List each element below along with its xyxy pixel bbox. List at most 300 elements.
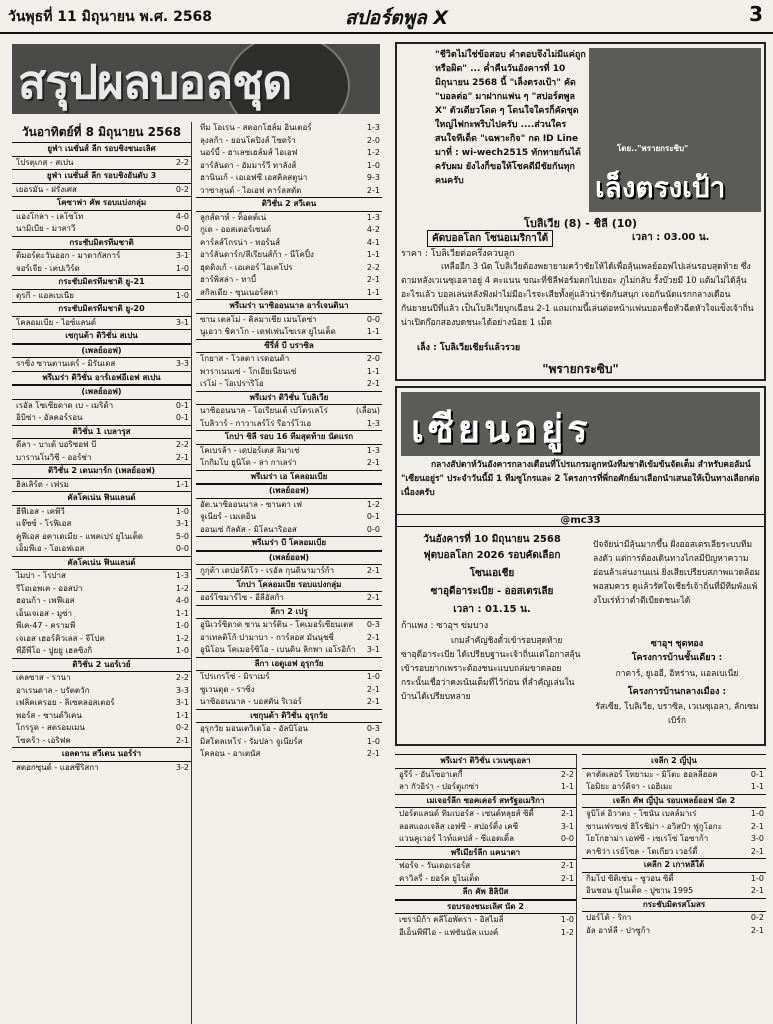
match-result-row bbox=[12, 263, 191, 276]
match-result-row bbox=[582, 873, 766, 886]
match-result-row bbox=[12, 620, 191, 633]
match-teams: กิมโป ซิติเซ่น - ซูวอน ซิตี้ bbox=[586, 873, 674, 883]
match-score: 1-3 bbox=[366, 418, 380, 428]
match-result-row bbox=[12, 452, 191, 465]
match-teams: ติมอร์ตะวันออก - มาดากัสการ์ bbox=[16, 251, 121, 260]
match-score: 0-0 bbox=[175, 544, 189, 553]
league-heading: พรีเมร่า ดิวิชั่น โบลิเวีย bbox=[196, 391, 382, 406]
sian-yoo-box bbox=[395, 386, 766, 746]
match-teams: ไมปา - โรปาส bbox=[16, 571, 66, 580]
match-result-row bbox=[582, 769, 766, 782]
match-score: 2-0 bbox=[366, 135, 380, 145]
match-score: 2-1 bbox=[560, 809, 574, 818]
match-teams: อาเทลติโก้ ปามาบา - การ์ลอส มันนุชชี่ bbox=[200, 632, 334, 642]
match-score: 5-0 bbox=[175, 531, 189, 541]
match-score: 1-0 bbox=[175, 290, 189, 300]
match-score: 1-1 bbox=[175, 608, 189, 618]
league-heading: พรีเมร่า นาซิออนนาล อาร์เจนตินา bbox=[196, 299, 382, 314]
match-score: 2-1 bbox=[560, 861, 574, 870]
match-teams: เซรามิก้า คลีโอพัตรา - อิสไมลี่ bbox=[399, 915, 504, 924]
match-score: 1-0 bbox=[560, 915, 574, 924]
match-score: 2-1 bbox=[366, 458, 380, 467]
match-result-row bbox=[12, 358, 191, 371]
match-score: 2-1 bbox=[175, 735, 189, 745]
league-heading: เซกุนด้า ดิวิชั่น อุรุกวัย bbox=[196, 709, 382, 724]
match-result-row bbox=[196, 185, 382, 198]
match-result-row bbox=[196, 249, 382, 262]
issue-date: วันพุธที่ 11 มิถุนายน พ.ศ. 2568 bbox=[8, 9, 213, 25]
match-teams: อัล อาห์ลี - ปาซูก้า bbox=[586, 925, 651, 935]
match-teams: ฮีฟีเอส - เคพีวี bbox=[16, 506, 65, 516]
match-score: 1-2 bbox=[366, 148, 380, 157]
match-teams: ฮอนก้า - เพฟีเอส bbox=[16, 596, 75, 605]
match-result-row bbox=[395, 808, 576, 821]
match-score: 1-1 bbox=[366, 250, 380, 259]
sian-project-1-label: โครงการบ้านชั้นเดียว : bbox=[631, 653, 723, 663]
league-heading: พรีเมร่า บี โคลอมเบีย bbox=[196, 536, 382, 551]
header-rule bbox=[0, 32, 773, 34]
match-teams: โคลอน - อาเตนัส bbox=[200, 749, 261, 758]
match-teams: อินชอน ยูไนเต็ด - ปูซาน 1995 bbox=[586, 886, 694, 895]
match-teams: เรโม่ - โอเปราริโอ bbox=[200, 379, 264, 388]
match-teams: เฟลิคเครอย - ลิเซคลอสเตอร์ bbox=[16, 698, 115, 707]
match-teams: คาชิว่า เรย์โซล - โตเกียว เวอร์ดี้ bbox=[586, 846, 698, 856]
match-score: 2-2 bbox=[175, 673, 189, 682]
match-score: 1-3 bbox=[366, 445, 380, 455]
match-teams: จอร์เจีย - เคปเวิร์ด bbox=[16, 263, 80, 273]
match-teams: นูเอวา ชิคาโก - เดฟเฟนโซเรส ยูไนเต็ด bbox=[200, 327, 336, 336]
match-score: 4-2 bbox=[366, 225, 380, 234]
sian-price: ก้าแพง : ซาอุฯ ข่มบาง bbox=[401, 621, 489, 631]
match-score: 1-1 bbox=[366, 287, 380, 297]
match-result-row bbox=[196, 172, 382, 185]
sian-time: เวลา : 01.15 น. bbox=[453, 604, 531, 615]
match-score: 9-3 bbox=[366, 173, 380, 182]
match-score: 2-2 bbox=[366, 262, 380, 272]
sian-project-2: รัสเซีย, โบลิเวีย, บราซิล, เวเนซุเอลา, ลักเซมเบิร์ก bbox=[595, 702, 759, 726]
match-teams: ฮาร์พิสล่า - ทาบี้ bbox=[200, 275, 257, 284]
match-score: 2-1 bbox=[366, 632, 380, 642]
league-heading: พรีเมร่า ดิวิชั่น เวเนซุเอลา bbox=[395, 754, 576, 769]
match-result-row bbox=[196, 326, 382, 339]
match-result-row bbox=[196, 287, 382, 300]
match-teams: ฟอร์จ - วันเดอเรอร์ส bbox=[399, 861, 471, 870]
match-result-row bbox=[196, 353, 382, 366]
match-teams: โปรเกรโซ่ - มิราเมร์ bbox=[200, 672, 270, 681]
match-score: 1-0 bbox=[366, 160, 380, 170]
league-heading: ลีก คัพ ฮิลิปัส bbox=[395, 885, 576, 900]
match-result-row bbox=[196, 224, 382, 237]
match-result-row bbox=[12, 518, 191, 531]
match-score: 1-1 bbox=[560, 782, 574, 791]
league-heading: พรีเมร่า เอ โคลอมเบีย bbox=[196, 470, 382, 485]
match-score: 3-1 bbox=[175, 698, 189, 707]
sian-logo: เซียนอยู่ร bbox=[411, 407, 592, 451]
match-score: 2-1 bbox=[366, 185, 380, 195]
match-result-row bbox=[12, 710, 191, 723]
league-heading: ยูฟ่า เนชั่นส์ ลีก รอบชิงอันดับ 3 bbox=[12, 169, 191, 184]
match-result-row bbox=[196, 457, 382, 470]
match-score: 2-1 bbox=[366, 566, 380, 575]
match-score: 4-0 bbox=[175, 211, 189, 221]
match-score: 1-3 bbox=[366, 123, 380, 132]
match-teams: คาวิลรี่ - ยอร์ค ยูไนเต็ด bbox=[399, 873, 480, 883]
match-score: 2-1 bbox=[366, 593, 380, 602]
sian-zone: โซนเอเชีย bbox=[469, 568, 515, 579]
match-result-row bbox=[196, 619, 382, 632]
sian-date: วันอังคารที่ 10 มิถุนายน 2568 bbox=[423, 534, 561, 545]
match-teams: อูนิโอน โคเมอร์ซิโอ - เบนดิน ลิกพา เอโรอิก้า bbox=[200, 645, 356, 654]
league-heading: โกปา โคลอมเบีย รอบแบ่งกลุ่ม bbox=[196, 578, 382, 593]
results-date-heading: วันอาทิตย์ที่ 8 มิถุนายน 2568 bbox=[21, 125, 182, 139]
match-result-row bbox=[582, 885, 766, 898]
league-heading: คัลโคเน่น ฟินแลนด์ bbox=[12, 491, 191, 506]
match-score: 0-2 bbox=[750, 913, 764, 922]
match-score: 0-1 bbox=[366, 512, 380, 521]
column-time: เวลา : 03.00 น. bbox=[632, 232, 710, 243]
league-heading: ยูฟ่า เนชั่นส์ ลีก รอบชิงชนะเลิศ bbox=[12, 142, 191, 157]
match-score: 3-0 bbox=[750, 834, 764, 843]
sian-banner bbox=[401, 392, 760, 456]
match-score: 2-1 bbox=[750, 886, 764, 895]
match-score: 2-1 bbox=[560, 873, 574, 883]
sian-match: ซาอุดีอาระเบีย - ออสเตรเลีย bbox=[430, 586, 554, 597]
match-score: 1-1 bbox=[175, 479, 189, 489]
match-score: 0-0 bbox=[366, 524, 380, 534]
match-result-row bbox=[196, 511, 382, 524]
match-teams: โกรรูด - สตรอมเมน bbox=[16, 723, 85, 732]
match-result-row bbox=[12, 762, 191, 775]
match-teams: อิบิซ่า - อัลคอร์รอน bbox=[16, 413, 83, 422]
match-score: 1-0 bbox=[175, 646, 189, 655]
match-result-row bbox=[12, 595, 191, 608]
league-heading: เคลีก 2 เกาหลีใต้ bbox=[582, 858, 766, 873]
match-teams: ฮิลเลิร์ด - เฟรม bbox=[16, 479, 69, 489]
match-result-row bbox=[582, 833, 766, 846]
match-teams: พีเค-47 - ครามพี bbox=[16, 621, 76, 630]
match-score: 1-2 bbox=[366, 499, 380, 509]
match-teams: ลา กัวอิร่า - ปอร์ตูเกซ่า bbox=[399, 782, 479, 791]
match-teams: เอ็มพีเอ - โอเอฟเอส bbox=[16, 544, 85, 553]
league-heading: เซกุนด้า ดิวิชั่น สเปน bbox=[12, 329, 191, 344]
match-score: 2-0 bbox=[366, 354, 380, 363]
match-teams: ราซิ่ง ซานตานเดร์ - มิรันเดส bbox=[16, 359, 116, 368]
match-teams: เอ็นเจเอส - มูซ่า bbox=[16, 608, 73, 618]
match-result-row bbox=[196, 262, 382, 275]
sian-handle: @mc33 bbox=[397, 514, 764, 527]
match-result-row bbox=[12, 250, 191, 263]
match-teams: ออร์โซมาร์ไซ - อีลีอัสก้า bbox=[200, 593, 284, 602]
league-heading: โคซาฟา คัพ รอบแบ่งกลุ่ม bbox=[12, 196, 191, 211]
league-heading: พรีเมียร์ลีก แคนาดา bbox=[395, 846, 576, 861]
match-result-row bbox=[12, 317, 191, 330]
column-match: โบลิเวีย (8) - ชิลี (10) bbox=[523, 217, 638, 230]
sian-pick: ซาอุฯ ชุดทอง bbox=[650, 639, 704, 649]
match-score: 1-2 bbox=[175, 583, 189, 593]
match-result-row bbox=[196, 212, 382, 225]
league-heading: (เพลย์ออฟ) bbox=[12, 344, 191, 359]
match-teams: ฮุดดิงเก้ - เอเคอร์ ไอเคโปร bbox=[200, 262, 293, 272]
match-score: 1-0 bbox=[366, 736, 380, 746]
match-teams: เรอัล โซเซียดาด เบ - เมริด้า bbox=[16, 400, 114, 410]
match-result-row bbox=[395, 860, 576, 873]
match-teams: โคลอมเบีย - ไอซ์แลนด์ bbox=[16, 317, 97, 327]
match-teams: อาร์ลันดา - อัมมาร์วี ทาลังส์ bbox=[200, 160, 297, 170]
sian-body: เกมลำคัญชิงตั๋วเข้ารอบสุดท้าย ซาอุดีอาระเบีย ได้เปรียบฐานะเจ้าถิ่นแต่โอกาสลุ้นเข้ารอบยากเพราะต้องชนะแบบถล่มขาดลอย กระนั้นเชื่อว่าคงเน้นเต็มที่ไว้ก่อน ที่ลำคัญเล่นในบ้านได้เปรียบหลาย bbox=[401, 636, 581, 702]
match-result-row bbox=[12, 223, 191, 236]
match-result-row bbox=[395, 769, 576, 782]
match-score: 3-1 bbox=[560, 821, 574, 831]
match-score: 0-1 bbox=[750, 769, 764, 779]
sian-project-2-label: โครงการบ้านกลางเมือง : bbox=[627, 687, 727, 697]
match-score: 2-1 bbox=[366, 275, 380, 284]
match-score: 0-0 bbox=[366, 314, 380, 324]
league-heading: (เพลย์ออฟ) bbox=[12, 385, 191, 400]
match-teams: โกยาส - โวลตา เรดอนด้า bbox=[200, 354, 290, 363]
league-heading: ลีกา 2 เปรู bbox=[196, 605, 382, 620]
match-teams: เคลซาส - รานา bbox=[16, 673, 71, 682]
match-teams: ซาน เตลโม่ - คิลมาเชีย เมนโดซ่า bbox=[200, 314, 317, 324]
match-score: 0-0 bbox=[560, 834, 574, 843]
league-heading: เจลีก 2 ญี่ปุ่น bbox=[582, 754, 766, 769]
match-result-row bbox=[12, 157, 191, 170]
match-result-row bbox=[12, 645, 191, 658]
match-teams: ดีลา - บาเต้ บอริซอฟ บี bbox=[16, 440, 97, 449]
match-result-row bbox=[196, 644, 382, 657]
match-result-row bbox=[196, 160, 382, 173]
league-heading: ดิวิชั่น 1 เบลารุส bbox=[12, 425, 191, 440]
match-result-row bbox=[395, 914, 576, 927]
leng-trong-pao-box bbox=[395, 42, 766, 381]
league-heading: ดิวิชั่น 2 สวีเดน bbox=[196, 197, 382, 212]
match-result-row bbox=[196, 632, 382, 645]
match-teams: นามิเบีย - มาลาวี bbox=[16, 224, 76, 233]
match-teams: พาราเนนเซ่ - โกเอียเนียนเซ่ bbox=[200, 366, 297, 376]
match-result-row bbox=[12, 412, 191, 425]
match-result-row bbox=[582, 912, 766, 925]
match-result-row bbox=[196, 499, 382, 512]
match-score: 1-0 bbox=[175, 506, 189, 516]
match-teams: ทีม โอเรน - สตอกโฮล์ม อินเตอร์ bbox=[200, 123, 312, 132]
match-result-row bbox=[12, 439, 191, 452]
match-score: 2-2 bbox=[175, 440, 189, 449]
match-teams: สตอกซุนด์ - แอสซีริสกา bbox=[16, 762, 99, 772]
match-result-row bbox=[196, 671, 382, 684]
league-heading: กระชับมิตรทีมชาติ bbox=[12, 236, 191, 251]
match-teams: บารานโนวิชี - ออร์ช่า bbox=[16, 452, 92, 462]
match-teams: แองโกลา - เลโซโท bbox=[16, 211, 84, 221]
match-result-row bbox=[395, 873, 576, 886]
league-heading: ซีรี่ส์ บี บราซิล bbox=[196, 339, 382, 354]
match-score: 1-1 bbox=[366, 366, 380, 376]
match-teams: เยอรมัน - ฝรั่งเศส bbox=[16, 184, 77, 194]
match-score: 0-2 bbox=[175, 723, 189, 732]
match-result-row bbox=[12, 583, 191, 596]
league-heading: กระชับมิตรทีมชาติ ยู-20 bbox=[12, 302, 191, 317]
match-score: 1-3 bbox=[175, 571, 189, 580]
match-score: 3-3 bbox=[175, 685, 189, 695]
match-result-row bbox=[196, 696, 382, 709]
column-lead: "ชีวิตไม่ใช่ข้อสอบ คำตอบจึงไม่มีแค่ถูกหรือผิด" ... ค่ำคืนวันอังคารที่ 10 มิถุนายน 2568 นี้ "เล็งตรงเป้า" คัด "บอลต่อ" มาฝากแฟน ๆ "สปอร์ตพูล X" ตัวเดียวโดด ๆ โดนใจใครก็คัดชุดใหญ่ไฟกะพริบไปครับ ....ส่วนใครสนใจทีเด็ด "เฉพาะกิจ" กด ID Line มาที่ : wi-wech2515 ทักทายกันได้ครับผม ยังไงก็ขอให้โชคดีมีชัยกันทุกคนครับ bbox=[435, 50, 586, 186]
match-result-row bbox=[196, 147, 382, 160]
league-heading: เจลีก คัพ ญี่ปุ่น รอบเพลย์ออฟ นัด 2 bbox=[582, 794, 766, 809]
match-result-row bbox=[12, 543, 191, 556]
match-teams: ฮานินเก้ - เอเอฟซี เอสคิลสตูน่า bbox=[200, 173, 308, 182]
match-result-row bbox=[196, 592, 382, 605]
match-teams: แจ๊ซซ์ - โรฟิเอส bbox=[16, 519, 72, 528]
match-teams: โบลิวาร์ - กาวาเลร์โร่ รีอาร์โวเอ bbox=[200, 418, 312, 428]
match-teams: ลอสแองเจลิส เอฟซี - สปอร์ติ้ง เคซี bbox=[399, 821, 519, 831]
match-result-row bbox=[582, 808, 766, 821]
sian-project-1: กาตาร์, ยูเออี, อิหร่าน, แอลเบเนีย bbox=[615, 669, 739, 679]
match-result-row bbox=[582, 821, 766, 834]
match-teams: ตุรกี - แอลเบเนีย bbox=[16, 290, 74, 300]
sian-body-2: ปัจจัยน่ามีลุ้นมากขึ้น ฝั่งออสเตรเลียระบบทีมลงตัว แต่การต้องเดินทางไกลมีปัญหาความอ่อนล้าเล่นงานแน่ ยิ่งเสียเปรียบสภาพแวดล้อมพอสมควร ดูแล้วรัศใจเชียร์เจ้าถิ่นที่มีทีมพังแพ้งโบเร่ห์ว่าต่ำตีเบียดชนะได้ bbox=[593, 540, 760, 606]
match-result-row bbox=[395, 821, 576, 834]
match-result-row bbox=[196, 274, 382, 287]
match-result-row bbox=[12, 685, 191, 698]
match-score: 1-2 bbox=[175, 633, 189, 643]
match-score: 3-1 bbox=[175, 251, 189, 260]
league-heading: โกปา ซิลี รอบ 16 ทีมสุดท้าย นัดแรก bbox=[196, 430, 382, 445]
match-result-row bbox=[395, 833, 576, 846]
column-signature: "พรายกระซิบ" bbox=[542, 362, 619, 376]
match-score: 1-0 bbox=[750, 809, 764, 818]
match-score: 2-1 bbox=[366, 379, 380, 388]
match-score: 0-3 bbox=[366, 620, 380, 629]
match-teams: กูเด - ออสเตอร์เซนด์ bbox=[200, 225, 272, 234]
match-score: 2-1 bbox=[366, 697, 380, 706]
banner-title: สรุปผลบอลชุด bbox=[18, 55, 292, 109]
match-result-row bbox=[196, 405, 382, 418]
match-score: 2-1 bbox=[750, 821, 764, 831]
page-number: 3 bbox=[749, 2, 763, 26]
match-teams: มิสโตลเทโร่ - รัมปลา จูเนียร์ส bbox=[200, 736, 303, 746]
match-teams: คูฟีเอส อคาเดเมีย - แพคเปร่ ยูไนเต็ด bbox=[16, 531, 143, 541]
match-score: 1-0 bbox=[175, 263, 189, 273]
match-score: 0-0 bbox=[175, 224, 189, 233]
match-teams: โยโกฮาม่า เอฟซี - เซเรโซ่ โอซาก้า bbox=[586, 834, 709, 843]
match-teams: ลุงสก้า - ยอนโคปิงส์ โซดร้า bbox=[200, 135, 296, 145]
match-score: 3-3 bbox=[175, 359, 189, 368]
match-teams: วาซาลุนด์ - ไอเอฟ คาร์ลสตัด bbox=[200, 185, 302, 195]
results-column-1 bbox=[12, 122, 192, 1024]
match-score: 2-1 bbox=[366, 684, 380, 694]
match-result-row bbox=[12, 735, 191, 748]
match-teams: พีอีพีโอ - ปูยยู เฮลซิงกิ bbox=[16, 646, 93, 655]
match-teams: ปอร์โต้ - ริกา bbox=[586, 913, 632, 922]
match-result-row bbox=[582, 781, 766, 794]
match-teams: อาร์ลันดาร์ก/สีเรียนส์ก้า - นีโคปิ้ง bbox=[200, 250, 314, 259]
match-result-row bbox=[196, 135, 382, 148]
match-score: 2-1 bbox=[750, 925, 764, 935]
column-photo bbox=[589, 48, 761, 212]
match-teams: อูนิเวร์ซิดาด ซาน มาร์ติน - โคเมอร์เซียนเตส bbox=[200, 620, 354, 629]
match-score: 3-1 bbox=[175, 317, 189, 327]
league-heading: ดิวิชั่น 2 นอร์เวย์ bbox=[12, 658, 191, 673]
match-score: 0-2 bbox=[175, 184, 189, 194]
match-teams: อาเรนดาล - บรัตตวัก bbox=[16, 685, 90, 695]
league-heading: (เพลย์ออฟ) bbox=[196, 551, 382, 566]
match-teams: ออนเซ่ กัลดัส - มิโลนาริออส bbox=[200, 524, 297, 534]
match-result-row bbox=[196, 445, 382, 458]
match-score: 2-1 bbox=[366, 749, 380, 758]
match-score: 3-2 bbox=[175, 762, 189, 772]
match-teams: อีเอ็นพีพีไอ - แฟซันนัล แบงค์ bbox=[399, 927, 499, 937]
match-score: 1-0 bbox=[175, 621, 189, 630]
match-teams: โคเบรล้า - เดปอร์เตส ลิมาเช่ bbox=[200, 445, 300, 455]
match-teams: นาซิออนนาล - บอสตัน ริเวอร์ bbox=[200, 697, 302, 706]
match-score: 2-2 bbox=[560, 769, 574, 779]
match-result-row bbox=[196, 565, 382, 578]
match-result-row bbox=[196, 723, 382, 736]
match-result-row bbox=[12, 290, 191, 303]
match-teams: พอร์ส - ซานด์วิเคน bbox=[16, 710, 82, 720]
match-score: 2-1 bbox=[175, 452, 189, 462]
column-competition: คัดบอลโลก โซนอเมริกาใต้ bbox=[427, 230, 553, 247]
match-teams: โซคร้า - เอริฟค bbox=[16, 735, 71, 745]
match-result-row bbox=[395, 927, 576, 940]
match-result-row bbox=[196, 122, 382, 135]
results-column-4 bbox=[582, 754, 766, 1024]
match-teams: อุรุกวัย มอนเตวิเดโอ - อัลบิโอน bbox=[200, 724, 308, 733]
match-score: 2-1 bbox=[750, 846, 764, 856]
league-heading: เอลดาน สวีเดน นอร์ร่า bbox=[12, 747, 191, 762]
match-teams: โอมิยะ อาร์ดิจา - เอฮิเมะ bbox=[586, 782, 673, 791]
match-teams: ซูเวนตุด - ราซิ่ง bbox=[200, 684, 255, 694]
column-pick: เล็ง : โบลิเวียเชียร์แล้วรวย bbox=[417, 343, 521, 353]
match-result-row bbox=[582, 846, 766, 859]
match-result-row bbox=[196, 366, 382, 379]
match-score: 2-2 bbox=[175, 157, 189, 167]
match-result-row bbox=[582, 925, 766, 938]
match-teams: อูรีร์ - อันโซอาเตกี้ bbox=[399, 769, 463, 779]
match-result-row bbox=[12, 400, 191, 413]
match-teams: อัต.นาซิออนนาล - ซานตา เฟ bbox=[200, 499, 302, 509]
match-result-row bbox=[196, 736, 382, 749]
results-column-2 bbox=[196, 122, 382, 1024]
match-result-row bbox=[12, 608, 191, 621]
match-score: 0-3 bbox=[366, 724, 380, 733]
match-teams: นอร์บี้ - ฮาเลซเฮล์มส์ ไอเอฟ bbox=[200, 148, 298, 157]
league-heading: กระชับมิตรสโมสร bbox=[582, 898, 766, 913]
match-result-row bbox=[196, 237, 382, 250]
match-teams: จูเนียร์ - เมเดอิน bbox=[200, 512, 257, 521]
match-score: 0-1 bbox=[175, 400, 189, 410]
column-price: ราคา : โบลิเวียต่อครึ่งควบลูก bbox=[401, 249, 515, 259]
match-teams: สกิลเดีย - ซุนเนอร์สตา bbox=[200, 287, 278, 297]
match-score: 3-1 bbox=[175, 519, 189, 528]
match-result-row bbox=[12, 672, 191, 685]
match-result-row bbox=[12, 570, 191, 583]
match-result-row bbox=[196, 418, 382, 431]
league-heading: คัลโคเน่น ฟินแลนด์ bbox=[12, 556, 191, 571]
league-heading: เมเจอร์ลีก ซอคเคอร์ สหรัฐอเมริกา bbox=[395, 794, 576, 809]
league-heading: ลีกา เอดูเอฟ อุรุกวัย bbox=[196, 657, 382, 672]
match-result-row bbox=[12, 531, 191, 544]
league-heading: (เพลย์ออฟ) bbox=[196, 484, 382, 499]
column-body: เหลืออีก 3 นัด โบลิเวียต้องพยายามคว้าชัยให้ได้เพื่อลุ้นเพลย์ออฟไปเล่นรอบสุดท้าย ซึ่งตามหลังเวเนซุเอลาอยู่ 4 คะแนน ขณะที่ชิลีฟอร์มตกไปเยอะ ภูไม่กลับ รั้งบ๊วยมี 10 แต้มไม่ได้ลุ้นอะไรแล้ว บอลเล่นหลังฟังฝาไม่มีอะไรจะเสียทั้งคู่แล้วน่าชัดกันสนุก เจอกันนัดแรกกลางเดือนกันยายนปีที่แล้ว เป็นโบลิเวียบุกเฉือน 2-1 แถมเกมนี้เล่นต่อหน้าแฟนบอลชื่อหัวฉีดหัวใจแข็งเจ้าถิ่นน่าเปิดก๊อกสองบดชนะได้อย่างน้อย 1 เม็ด bbox=[401, 262, 754, 328]
match-result-row bbox=[196, 314, 382, 327]
match-result-row bbox=[196, 748, 382, 761]
match-teams: ปอร์ตแลนด์ ทิมเบอร์ส - เซนต์หลุยส์ ซิตี้ bbox=[399, 809, 534, 818]
match-result-row bbox=[196, 684, 382, 697]
match-result-row bbox=[12, 211, 191, 224]
match-score: 3-1 bbox=[366, 645, 380, 654]
match-teams: จูบิโล่ อิวาตะ - โชนัน เบลล์มาเร่ bbox=[586, 809, 697, 818]
league-heading: ดิวิชั่น 2 เดนมาร์ก (เพลย์ออฟ) bbox=[12, 464, 191, 479]
brand-logo: สปอร์ตพูล X bbox=[345, 7, 449, 29]
